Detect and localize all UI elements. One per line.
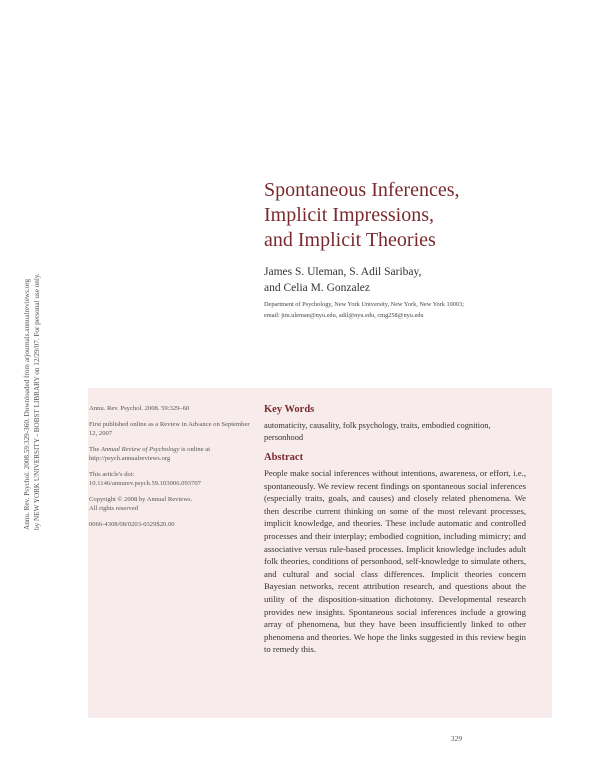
keywords-heading: Key Words (264, 404, 315, 415)
issn: 0066-4308/08/0203-0329$20.00 (89, 520, 175, 528)
keywords-text: automaticity, causality, folk psychology, traits, embodied cognition, personhood (264, 421, 491, 442)
journal-online-note: The Annual Review of Psychology is online at http://psych.annualreviews.org (89, 445, 211, 462)
abstract-heading: Abstract (264, 452, 304, 463)
download-notice-line2: by NEW YORK UNIVERSITY - BOBST LIBRARY on 12/29/07. For personal use only. (33, 273, 41, 530)
author-list (264, 264, 564, 296)
publication-metadata (89, 404, 259, 535)
doi-block (89, 470, 259, 489)
title-line-3: and Implicit Theories (264, 229, 436, 251)
journal-name: Annual Review of Psychology (100, 445, 180, 453)
journal-url-link[interactable]: http://psych.annualreviews.org (89, 455, 171, 462)
affiliation (264, 299, 564, 321)
download-notice (22, 230, 62, 530)
copyright-block (89, 495, 259, 514)
abstract-text: People make social inferences without intentions, awareness, or effort, i.e., spontaneously. We review recent findings on spontaneous social inferences (especially traits, goals, and causes) and closely related phenomena. We then describe current thinking on some of the most relevant processes, implicit knowledge, and theories. These include automatic and controlled processes and their interplay; embodied cognition, including mimicry; and associative versus rule-based processes. Implicit knowledge includes adult folk theories, conditions of personhood, self-knowledge to simulate others, and cultural and social class differences. Implicit theories concern Bayesian networks, recent attribution research, and questions about the utility of the disposition-situation dichotomy. Developmental research provides new insights. Spontaneous social inferences include a growing array of phenomena, but they have been insufficiently linked to other phenomena and theories. We hope the links suggested in this review begin to remedy this. (264, 468, 526, 655)
rights: All rights reserved (89, 505, 139, 512)
affiliation-line-1: Department of Psychology, New York University, New York, New York 10003; (264, 301, 464, 308)
article-title (264, 178, 564, 253)
download-notice-line1: Annu. Rev. Psychol. 2008.59:329-360. Downloaded from arjournals.annualreviews.org (23, 278, 31, 530)
doi-label: This article's doi: (89, 470, 135, 478)
copyright: Copyright © 2008 by Annual Reviews. (89, 495, 193, 503)
title-line-2: Implicit Impressions, (264, 204, 434, 226)
title-line-1: Spontaneous Inferences, (264, 179, 460, 201)
authors-line-2: and Celia M. Gonzalez (264, 282, 371, 294)
citation: Annu. Rev. Psychol. 2008. 59:329–60 (89, 405, 190, 412)
authors-line-1: James S. Uleman, S. Adil Saribay, (264, 266, 422, 278)
first-published-note: First published online as a Review in Advance on September 12, 2007 (89, 420, 250, 437)
affiliation-email-line: email: jim.uleman@nyu.edu, adil@nyu.edu, cmg258@nyu.edu (264, 312, 424, 319)
page-number: 329 (450, 734, 462, 743)
doi-link[interactable]: 10.1146/annurev.psych.59.103006.093707 (89, 480, 201, 487)
